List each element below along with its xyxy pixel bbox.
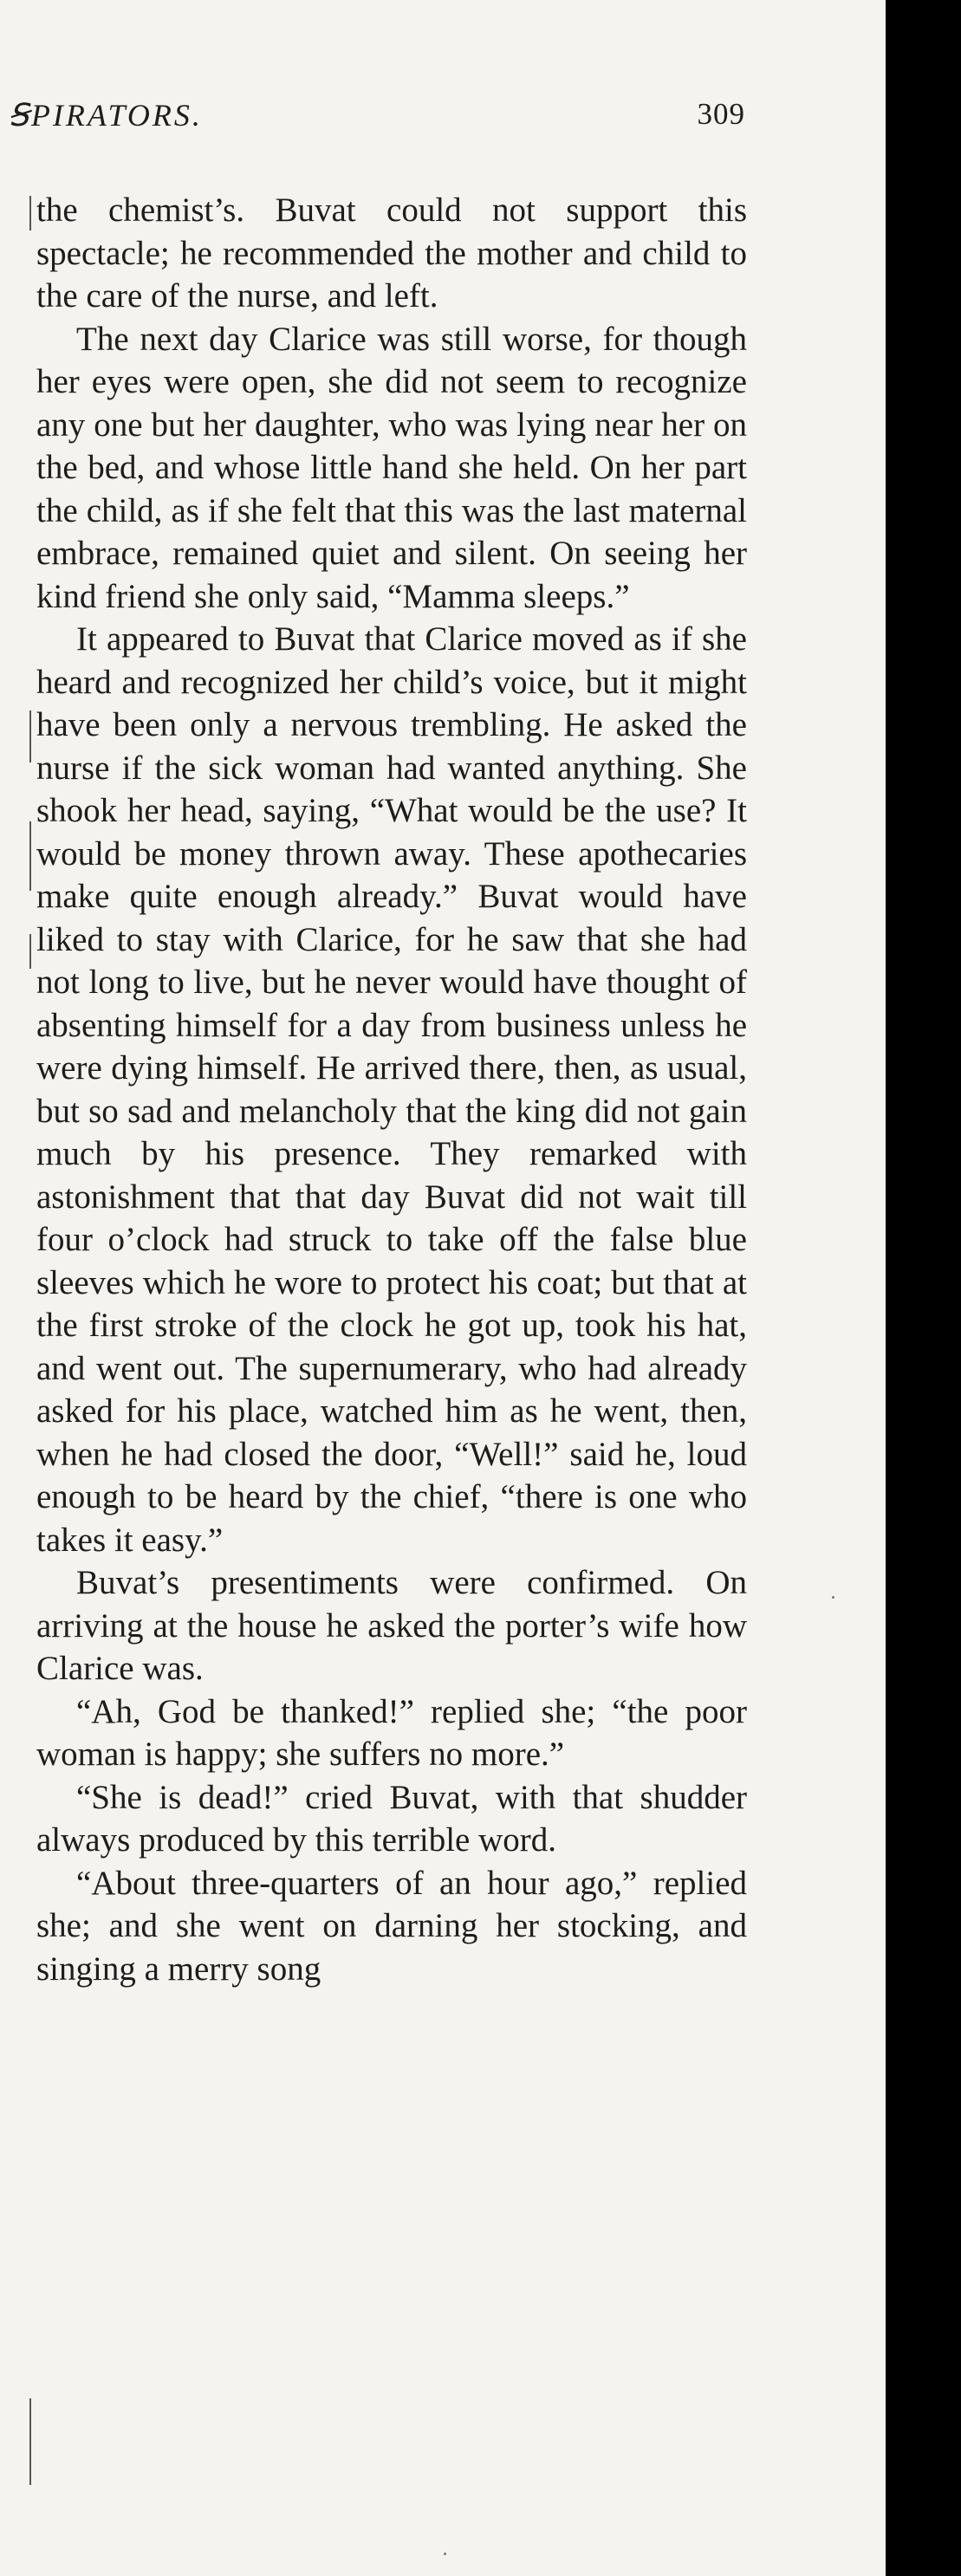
scan-edge-bar xyxy=(886,0,961,2576)
paragraph: “She is dead!” cried Buvat, with that shudder always produced by this terrible word. xyxy=(36,1778,747,1859)
paragraph: Buvat’s presentiments were confirmed. On arriving at the house he asked the porter’s wife how Clarice was. xyxy=(36,1564,747,1687)
paragraph: It appeared to Buvat that Clarice moved as if she heard and recognized her child’s voice, but it might have been only a nervous trembling. He asked the nurse if the sick woman had wanted anything. She shook her head, saying, “What would be the use? It would be money thrown away. These apothecaries make quite enough already.” Buvat would have liked to stay with Clarice, for he saw that she had not long to live, but he never would have thought of absenting himself for a day from business unless he were dying himself. He arrived there, then, as usual, but so sad and melancholy that the king did not gain much by his presence. They remarked with astonishment that that day Buvat did not wait till four o’clock had struck to take off the false blue sleeves which he wore to protect his coat; but that at the first stroke of the clock he got up, took his hat, and went out. The supernumerary, who had already asked for his place, watched him as he went, then, when he had closed the door, “Well!” said he, loud enough to be heard by the chief, “there is one who takes it easy.” xyxy=(36,620,747,1559)
paragraph: the chemist’s. Buvat could not support this spectacle; he recommended the mother and child to the care of the nurse, and left. xyxy=(36,191,747,315)
page-number: 309 xyxy=(697,97,745,131)
speck xyxy=(832,1596,834,1599)
speck xyxy=(444,2553,446,2555)
paragraph: “About three-quarters of an hour ago,” replied she; and she went on darning her stocking, and singing a merry song xyxy=(36,1864,747,1988)
paragraph: The next day Clarice was still worse, for though her eyes were open, she did not seem to recognize any one but her daughter, who was lying near her on the bed, and whose little hand she held. On her part the child, as if she felt that this was the last maternal embrace, remained quiet and silent. On seeing her kind friend she only said, “Mamma sleeps.” xyxy=(36,320,747,615)
margin-mark xyxy=(29,821,31,891)
running-head: ꞨPIRATORS. xyxy=(9,98,203,133)
page-header xyxy=(0,97,745,149)
margin-mark xyxy=(29,196,31,230)
margin-mark xyxy=(29,934,31,969)
margin-mark xyxy=(29,711,31,762)
body-text xyxy=(36,189,747,1990)
margin-mark xyxy=(29,2398,31,2485)
paragraph: “Ah, God be thanked!” replied she; “the poor woman is happy; she suffers no more.” xyxy=(36,1692,747,1773)
